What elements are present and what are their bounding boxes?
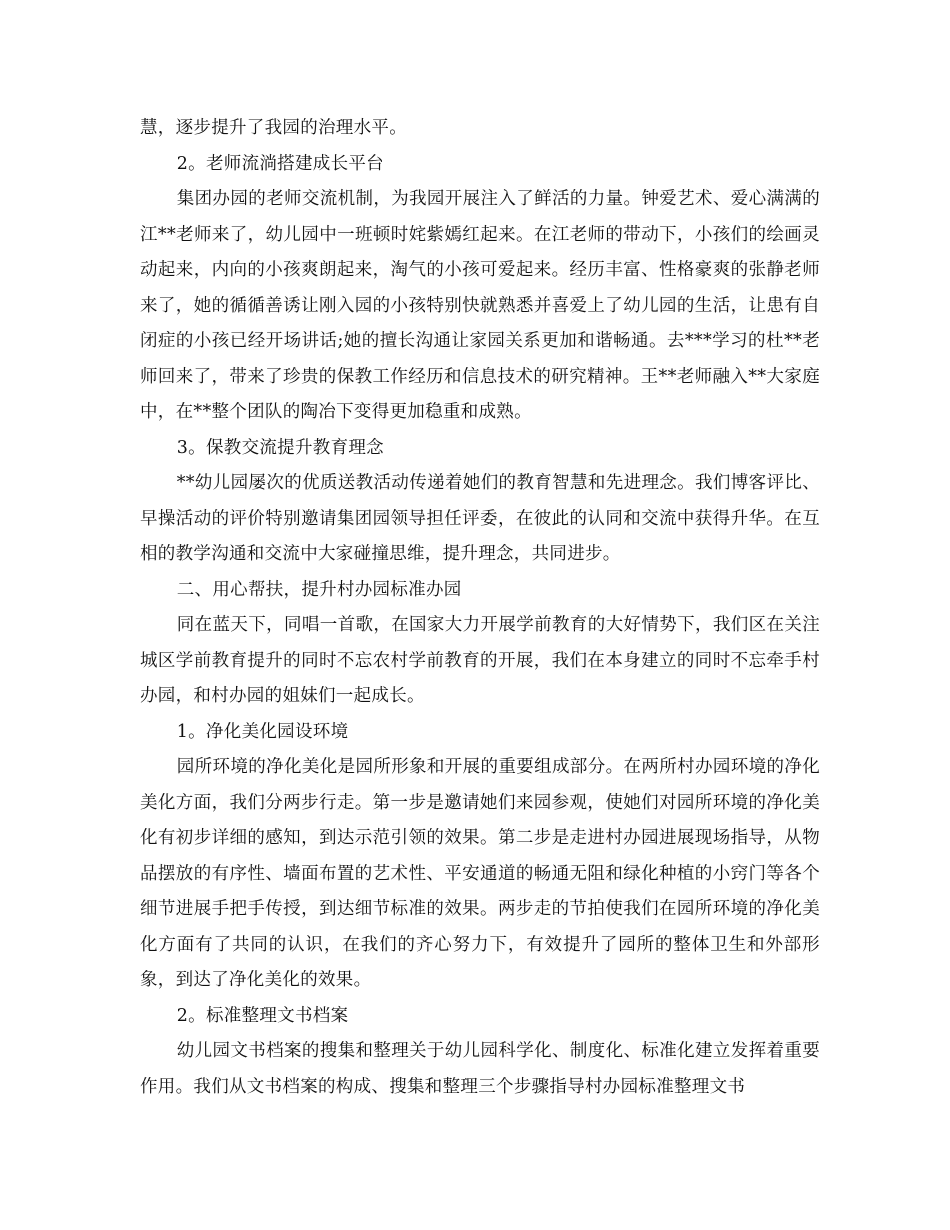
section-heading: 1。净化美化园设环境 xyxy=(176,721,349,742)
body-paragraph: **幼儿园屡次的优质送教活动传递着她们的教育智慧和先进理念。我们博客评比、早操活动的评价特别邀请集团园领导担任评委，在彼此的认同和交流中获得升华。在互相的教学沟通和交流中大家碰撞思维，提升理念，共同进步。 xyxy=(140,473,820,564)
body-paragraph: 园所环境的净化美化是园所形象和开展的重要组成部分。在两所村办园环境的净化美化方面，我们分两步行走。第一步是邀请她们来园参观，使她们对园所环境的净化美化有初步详细的感知，到达示范引领的效果。第二步是走进村办园进展现场指导，从物品摆放的有序性、墙面布置的艺术性、平安通道的畅通无阻和绿化种植的小窍门等各个细节进展手把手传授，到达细节标准的效果。两步走的节拍使我们在园所环境的净化美化方面有了共同的认识，在我们的齐心努力下，有效提升了园所的整体卫生和外部形象，到达了净化美化的效果。 xyxy=(140,757,820,990)
section-heading: 3。保教交流提升教育理念 xyxy=(176,437,384,458)
body-paragraph: 幼儿园文书档案的搜集和整理关于幼儿园科学化、制度化、标准化建立发挥着重要作用。我们从文书档案的构成、搜集和整理三个步骤指导村办园标准整理文书 xyxy=(140,1041,820,1097)
body-paragraph: 集团办园的老师交流机制，为我园开展注入了鲜活的力量。钟爱艺术、爱心满满的江**老师来了，幼儿园中一班顿时姹紫嫣红起来。在江老师的带动下，小孩们的绘画灵动起来，内向的小孩爽朗起来，淘气的小孩可爱起来。经历丰富、性格豪爽的张静老师来了，她的循循善诱让刚入园的小孩特别快就熟悉并喜爱上了幼儿园的生活，让患有自闭症的小孩已经开场讲话;她的擅长沟通让家园关系更加和谐畅通。去***学习的杜**老师回来了，带来了珍贵的保教工作经历和信息技术的研究精神。王**老师融入**大家庭中，在**整个团队的陶冶下变得更加稳重和成熟。 xyxy=(140,189,820,422)
body-paragraph: 同在蓝天下，同唱一首歌，在国家大力开展学前教育的大好情势下，我们区在关注城区学前教育提升的同时不忘农村学前教育的开展，我们在本身建立的同时不忘牵手村办园，和村办园的姐妹们一起成长。 xyxy=(140,615,820,706)
document-body xyxy=(140,111,820,1105)
section-heading: 二、用心帮扶，提升村办园标准办园 xyxy=(176,579,462,600)
section-heading: 2。标准整理文书档案 xyxy=(176,1005,349,1026)
section-heading: 2。老师流淌搭建成长平台 xyxy=(176,153,384,174)
paragraph-continued: 慧，逐步提升了我园的治理水平。 xyxy=(140,118,407,138)
